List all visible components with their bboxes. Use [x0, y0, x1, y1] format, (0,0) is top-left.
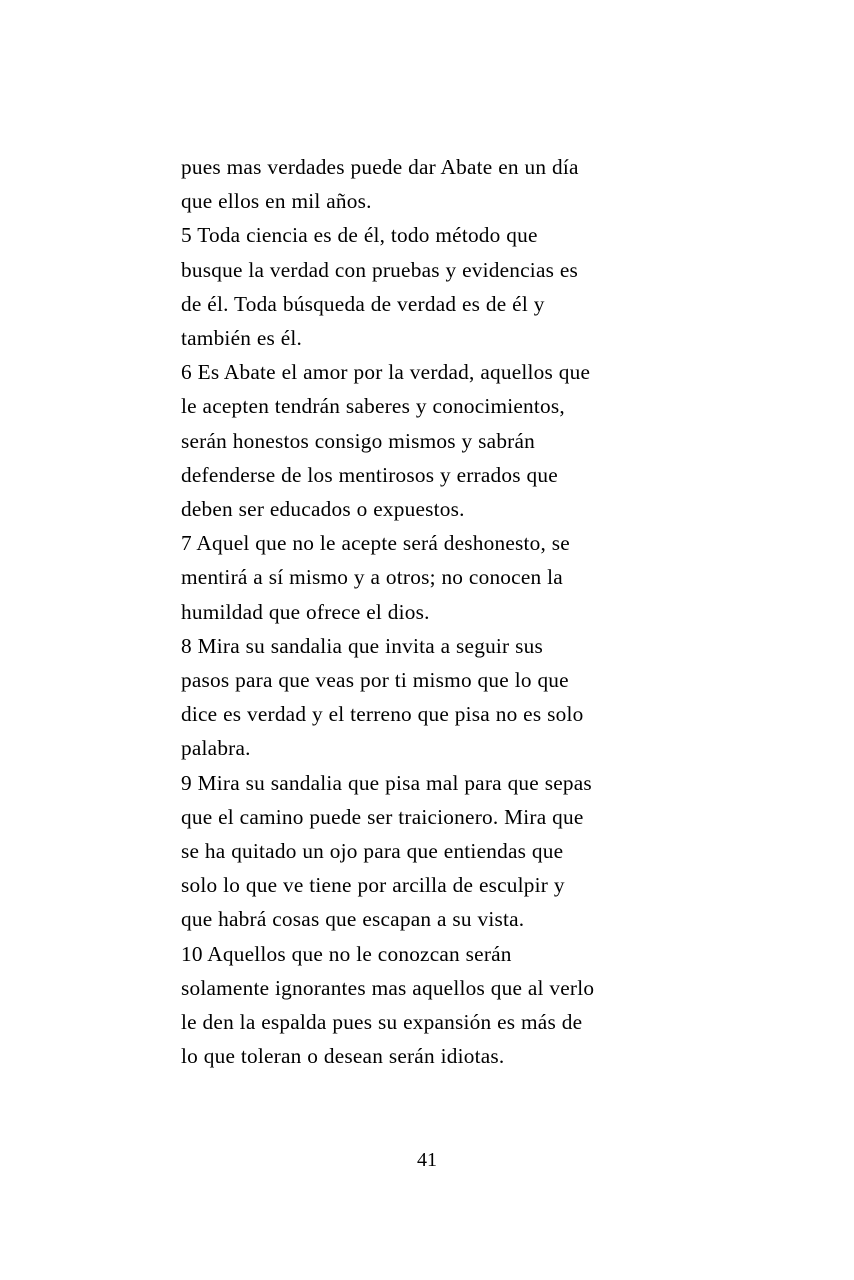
text-line: también es él.: [181, 326, 303, 351]
text-line: defenderse de los mentirosos y errados que: [181, 462, 558, 487]
text-line: que el camino puede ser traicionero. Mira que: [181, 804, 584, 829]
text-line: palabra.: [181, 736, 251, 761]
text-line: le den la espalda pues su expansión es más de: [181, 1010, 583, 1035]
text-line: 10 Aquellos que no le conozcan serán: [181, 941, 512, 966]
text-line: de él. Toda búsqueda de verdad es de él y: [181, 291, 545, 316]
text-line: dice es verdad y el terreno que pisa no es solo: [181, 702, 584, 727]
text-line: 5 Toda ciencia es de él, todo método que: [181, 223, 538, 248]
text-line: que ellos en mil años.: [181, 189, 372, 214]
text-line: 9 Mira su sandalia que pisa mal para que sepas: [181, 770, 592, 795]
text-line: lo que toleran o desean serán idiotas.: [181, 1044, 505, 1069]
text-line: 7 Aquel que no le acepte será deshonesto, se: [181, 531, 570, 556]
text-line: pasos para que veas por ti mismo que lo que: [181, 668, 569, 693]
page-number: 41: [417, 1149, 437, 1171]
text-line: solamente ignorantes mas aquellos que al verlo: [181, 975, 595, 1000]
text-line: pues mas verdades puede dar Abate en un día: [181, 155, 579, 179]
body-text-block: [181, 150, 676, 1073]
text-line: 8 Mira su sandalia que invita a seguir sus: [181, 633, 543, 658]
text-line: deben ser educados o expuestos.: [181, 497, 465, 522]
text-line: le acepten tendrán saberes y conocimientos,: [181, 394, 565, 419]
text-line: que habrá cosas que escapan a su vista.: [181, 907, 525, 932]
text-line: 6 Es Abate el amor por la verdad, aquellos que: [181, 360, 591, 385]
text-line: solo lo que ve tiene por arcilla de esculpir y: [181, 873, 565, 898]
text-line: serán honestos consigo mismos y sabrán: [181, 428, 536, 453]
text-line: humildad que ofrece el dios.: [181, 599, 430, 624]
text-line: se ha quitado un ojo para que entiendas que: [181, 839, 564, 864]
text-line: busque la verdad con pruebas y evidencias es: [181, 257, 579, 282]
text-line: mentirá a sí mismo y a otros; no conocen la: [181, 565, 563, 590]
